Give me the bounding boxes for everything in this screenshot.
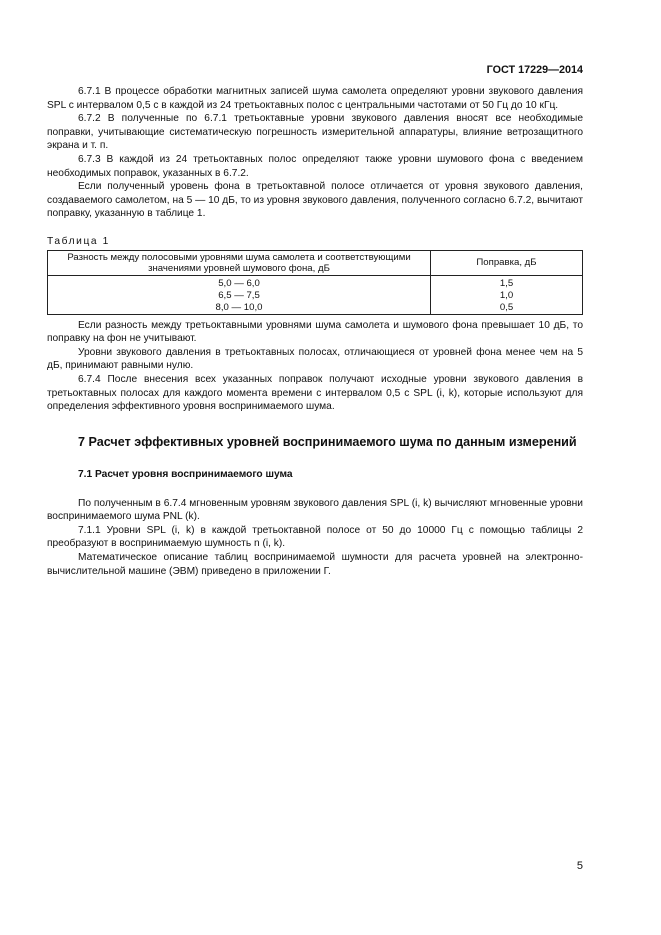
paragraph-math-description: Математическое описание таблиц воспринимаемой шумности для расчета уровней на электронно-вычислительной машине (ЭВМ) приведено в приложении Г. — [47, 552, 583, 577]
table-header-correction: Поправка, дБ — [431, 250, 583, 275]
subsection-7-1-title: 7.1 Расчет уровня воспринимаемого шума — [78, 468, 293, 480]
table-cell-correction: 0,5 — [431, 302, 583, 315]
page-content — [47, 85, 583, 578]
table-caption: Таблица 1 — [47, 235, 110, 247]
paragraph-7-1-1: 7.1.1 Уровни SPL (i, k) в каждой третьоктавной полосе от 50 до 10000 Гц с помощью таблицы 2 преобразуют в воспринимаемую шумность n (i, k). — [47, 524, 583, 550]
paragraph-6-7-4: 6.7.4 После внесения всех указанных поправок получают исходные уровни звукового давления в третьоктавных полосах для каждого момента времени с интервалом 0,5 с SPL (i, k), которые используют для определения эффективного уровня воспринимаемого шума. — [47, 373, 583, 413]
table-cell-difference: 5,0 — 6,0 — [48, 275, 431, 290]
table-header-row — [48, 250, 583, 275]
section-7-title: 7 Расчет эффективных уровней воспринимаемого шума по данным измерений — [78, 434, 577, 449]
table-cell-difference: 8,0 — 10,0 — [48, 302, 431, 315]
table-row — [48, 290, 583, 302]
page-number: 5 — [576, 860, 583, 872]
paragraph-6-7-1: 6.7.1 В процессе обработки магнитных записей шума самолета определяют уровни звукового давления SPL с интервалом 0,5 с в каждой из 24 третьоктавных полос с центральными частотами от 50 Гц до 10 кГц. — [47, 86, 583, 111]
paragraph-background-level: Если полученный уровень фона в третьоктавной полосе отличается от уровня звукового давления, создаваемого самолетом, на 5 — 10 дБ, то из уровня звукового давления, полученного согласно 6.7.2, вычитают поправку, указанную в таблице 1. — [47, 181, 583, 220]
table-cell-difference: 6,5 — 7,5 — [48, 290, 431, 302]
table-header-difference: Разность между полосовыми уровнями шума самолета и соответствующими значениями уровней шумового фона, дБ — [48, 250, 431, 275]
table-row — [48, 275, 583, 290]
table-cell-correction: 1,5 — [431, 275, 583, 290]
paragraph-6-7-2: 6.7.2 В полученные по 6.7.1 третьоктавные уровни звукового давления вносят все необходимые поправки, учитывающие систематическую погрешность измерительной аппаратуры, влияние ветрозащитного экрана и т. п. — [47, 113, 583, 152]
paragraph-6-7-3: 6.7.3 В каждой из 24 третьоктавных полос определяют также уровни шумового фона с введением необходимых поправок, указанных в 6.7.2. — [47, 153, 583, 179]
paragraph-less-than-5db: Уровни звукового давления в третьоктавных полосах, отличающиеся от уровней фона менее чем на 5 дБ, принимают равными нулю. — [47, 346, 583, 372]
table-row — [48, 302, 583, 315]
table-cell-correction: 1,0 — [431, 290, 583, 302]
document-id: ГОСТ 17229—2014 — [486, 64, 583, 76]
paragraph-exceeds-10db: Если разность между третьоктавными уровнями шума самолета и шумового фона превышает 10 дБ, то поправку на фон не учитывают. — [47, 319, 583, 345]
paragraph-instant-pnl: По полученным в 6.7.4 мгновенным уровням звукового давления SPL (i, k) вычисляют мгновенные уровни воспринимаемого шума PNL (k). — [47, 497, 583, 523]
correction-table — [47, 250, 583, 315]
